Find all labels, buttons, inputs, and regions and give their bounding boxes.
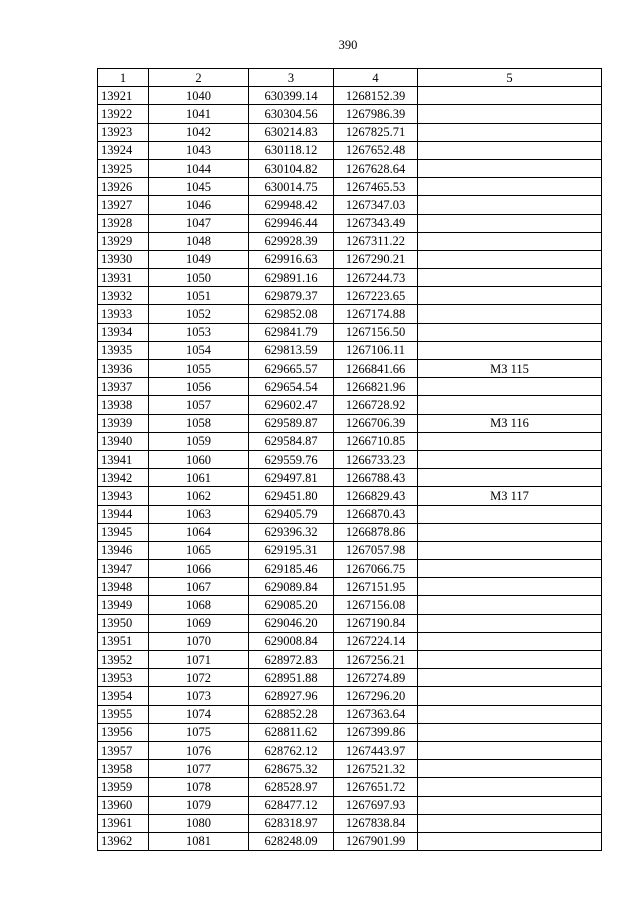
y-coordinate-cell: 1267057.98 <box>334 541 418 559</box>
y-coordinate-cell: 1266733.23 <box>334 450 418 468</box>
table-row <box>98 487 602 505</box>
y-coordinate-cell: 1267986.39 <box>334 105 418 123</box>
x-coordinate-cell: 630014.75 <box>249 178 334 196</box>
note-cell <box>418 232 602 250</box>
point-number-cell: 1050 <box>149 269 249 287</box>
table-row <box>98 323 602 341</box>
y-coordinate-cell: 1266710.85 <box>334 432 418 450</box>
x-coordinate-cell: 629813.59 <box>249 341 334 359</box>
note-cell: МЗ 116 <box>418 414 602 432</box>
y-coordinate-cell: 1267651.72 <box>334 778 418 796</box>
point-number-cell: 1080 <box>149 814 249 832</box>
row-id-cell: 13946 <box>98 541 149 559</box>
x-coordinate-cell: 629852.08 <box>249 305 334 323</box>
row-id-cell: 13947 <box>98 560 149 578</box>
row-id-cell: 13941 <box>98 450 149 468</box>
note-cell <box>418 523 602 541</box>
coordinates-table <box>97 68 602 851</box>
point-number-cell: 1069 <box>149 614 249 632</box>
y-coordinate-cell: 1267290.21 <box>334 250 418 268</box>
note-cell <box>418 305 602 323</box>
row-id-cell: 13959 <box>98 778 149 796</box>
note-cell <box>418 469 602 487</box>
y-coordinate-cell: 1267190.84 <box>334 614 418 632</box>
note-cell <box>418 541 602 559</box>
table-row <box>98 178 602 196</box>
x-coordinate-cell: 629185.46 <box>249 560 334 578</box>
point-number-cell: 1074 <box>149 705 249 723</box>
row-id-cell: 13936 <box>98 360 149 378</box>
table-row <box>98 560 602 578</box>
point-number-cell: 1072 <box>149 669 249 687</box>
note-cell <box>418 450 602 468</box>
table-row <box>98 469 602 487</box>
y-coordinate-cell: 1267106.11 <box>334 341 418 359</box>
y-coordinate-cell: 1267443.97 <box>334 741 418 759</box>
point-number-cell: 1046 <box>149 196 249 214</box>
y-coordinate-cell: 1267901.99 <box>334 832 418 850</box>
table-row <box>98 687 602 705</box>
x-coordinate-cell: 630118.12 <box>249 141 334 159</box>
point-number-cell: 1057 <box>149 396 249 414</box>
note-cell <box>418 669 602 687</box>
point-number-cell: 1073 <box>149 687 249 705</box>
x-coordinate-cell: 629946.44 <box>249 214 334 232</box>
point-number-cell: 1047 <box>149 214 249 232</box>
point-number-cell: 1049 <box>149 250 249 268</box>
point-number-cell: 1081 <box>149 832 249 850</box>
y-coordinate-cell: 1267174.88 <box>334 305 418 323</box>
y-coordinate-cell: 1267465.53 <box>334 178 418 196</box>
y-coordinate-cell: 1267066.75 <box>334 560 418 578</box>
note-cell <box>418 178 602 196</box>
note-cell <box>418 105 602 123</box>
note-cell <box>418 341 602 359</box>
table-row <box>98 778 602 796</box>
x-coordinate-cell: 629396.32 <box>249 523 334 541</box>
x-coordinate-cell: 629584.87 <box>249 432 334 450</box>
y-coordinate-cell: 1267156.08 <box>334 596 418 614</box>
row-id-cell: 13931 <box>98 269 149 287</box>
point-number-cell: 1054 <box>149 341 249 359</box>
note-cell <box>418 705 602 723</box>
x-coordinate-cell: 628811.62 <box>249 723 334 741</box>
x-coordinate-cell: 629841.79 <box>249 323 334 341</box>
point-number-cell: 1040 <box>149 87 249 105</box>
table-row <box>98 123 602 141</box>
x-coordinate-cell: 629665.57 <box>249 360 334 378</box>
table-row <box>98 87 602 105</box>
x-coordinate-cell: 629085.20 <box>249 596 334 614</box>
y-coordinate-cell: 1267652.48 <box>334 141 418 159</box>
table-row <box>98 396 602 414</box>
table-row <box>98 269 602 287</box>
row-id-cell: 13940 <box>98 432 149 450</box>
note-cell: МЗ 117 <box>418 487 602 505</box>
row-id-cell: 13926 <box>98 178 149 196</box>
x-coordinate-cell: 629451.80 <box>249 487 334 505</box>
note-cell <box>418 196 602 214</box>
x-coordinate-cell: 628951.88 <box>249 669 334 687</box>
x-coordinate-cell: 629602.47 <box>249 396 334 414</box>
x-coordinate-cell: 630104.82 <box>249 159 334 177</box>
note-cell <box>418 832 602 850</box>
note-cell <box>418 159 602 177</box>
table-row <box>98 214 602 232</box>
point-number-cell: 1062 <box>149 487 249 505</box>
note-cell <box>418 323 602 341</box>
row-id-cell: 13960 <box>98 796 149 814</box>
row-id-cell: 13943 <box>98 487 149 505</box>
table-row <box>98 814 602 832</box>
point-number-cell: 1058 <box>149 414 249 432</box>
y-coordinate-cell: 1267256.21 <box>334 651 418 669</box>
note-cell <box>418 596 602 614</box>
point-number-cell: 1079 <box>149 796 249 814</box>
y-coordinate-cell: 1266870.43 <box>334 505 418 523</box>
note-cell <box>418 269 602 287</box>
y-coordinate-cell: 1267274.89 <box>334 669 418 687</box>
row-id-cell: 13954 <box>98 687 149 705</box>
table-row <box>98 578 602 596</box>
y-coordinate-cell: 1267521.32 <box>334 760 418 778</box>
row-id-cell: 13938 <box>98 396 149 414</box>
x-coordinate-cell: 628318.97 <box>249 814 334 832</box>
point-number-cell: 1051 <box>149 287 249 305</box>
row-id-cell: 13942 <box>98 469 149 487</box>
note-cell <box>418 432 602 450</box>
row-id-cell: 13932 <box>98 287 149 305</box>
column-header-3: 3 <box>249 69 334 87</box>
column-header-4: 4 <box>334 69 418 87</box>
x-coordinate-cell: 629089.84 <box>249 578 334 596</box>
point-number-cell: 1041 <box>149 105 249 123</box>
table-row <box>98 414 602 432</box>
point-number-cell: 1048 <box>149 232 249 250</box>
x-coordinate-cell: 629879.37 <box>249 287 334 305</box>
x-coordinate-cell: 628528.97 <box>249 778 334 796</box>
table-row <box>98 105 602 123</box>
point-number-cell: 1071 <box>149 651 249 669</box>
x-coordinate-cell: 629589.87 <box>249 414 334 432</box>
column-header-5: 5 <box>418 69 602 87</box>
note-cell <box>418 632 602 650</box>
table-row <box>98 341 602 359</box>
row-id-cell: 13927 <box>98 196 149 214</box>
note-cell <box>418 378 602 396</box>
x-coordinate-cell: 628675.32 <box>249 760 334 778</box>
y-coordinate-cell: 1267296.20 <box>334 687 418 705</box>
note-cell <box>418 796 602 814</box>
point-number-cell: 1044 <box>149 159 249 177</box>
table-row <box>98 450 602 468</box>
x-coordinate-cell: 629948.42 <box>249 196 334 214</box>
point-number-cell: 1070 <box>149 632 249 650</box>
table-row <box>98 596 602 614</box>
page-number: 390 <box>338 38 358 52</box>
table-row <box>98 250 602 268</box>
table-row <box>98 287 602 305</box>
row-id-cell: 13935 <box>98 341 149 359</box>
note-cell <box>418 578 602 596</box>
y-coordinate-cell: 1266878.86 <box>334 523 418 541</box>
table-body <box>98 87 602 851</box>
row-id-cell: 13956 <box>98 723 149 741</box>
row-id-cell: 13922 <box>98 105 149 123</box>
x-coordinate-cell: 629916.63 <box>249 250 334 268</box>
y-coordinate-cell: 1267628.64 <box>334 159 418 177</box>
x-coordinate-cell: 629046.20 <box>249 614 334 632</box>
table-row <box>98 796 602 814</box>
x-coordinate-cell: 629891.16 <box>249 269 334 287</box>
x-coordinate-cell: 630399.14 <box>249 87 334 105</box>
point-number-cell: 1063 <box>149 505 249 523</box>
point-number-cell: 1042 <box>149 123 249 141</box>
column-header-2: 2 <box>149 69 249 87</box>
row-id-cell: 13961 <box>98 814 149 832</box>
note-cell <box>418 778 602 796</box>
note-cell <box>418 87 602 105</box>
note-cell <box>418 687 602 705</box>
note-cell <box>418 141 602 159</box>
point-number-cell: 1066 <box>149 560 249 578</box>
y-coordinate-cell: 1267838.84 <box>334 814 418 832</box>
point-number-cell: 1078 <box>149 778 249 796</box>
note-cell <box>418 214 602 232</box>
y-coordinate-cell: 1267224.14 <box>334 632 418 650</box>
row-id-cell: 13948 <box>98 578 149 596</box>
note-cell <box>418 741 602 759</box>
y-coordinate-cell: 1266788.43 <box>334 469 418 487</box>
point-number-cell: 1067 <box>149 578 249 596</box>
y-coordinate-cell: 1267697.93 <box>334 796 418 814</box>
x-coordinate-cell: 629654.54 <box>249 378 334 396</box>
note-cell <box>418 123 602 141</box>
table-row <box>98 232 602 250</box>
row-id-cell: 13949 <box>98 596 149 614</box>
point-number-cell: 1075 <box>149 723 249 741</box>
point-number-cell: 1056 <box>149 378 249 396</box>
x-coordinate-cell: 628248.09 <box>249 832 334 850</box>
row-id-cell: 13952 <box>98 651 149 669</box>
point-number-cell: 1045 <box>149 178 249 196</box>
x-coordinate-cell: 629497.81 <box>249 469 334 487</box>
note-cell <box>418 287 602 305</box>
table-row <box>98 705 602 723</box>
row-id-cell: 13951 <box>98 632 149 650</box>
point-number-cell: 1055 <box>149 360 249 378</box>
row-id-cell: 13928 <box>98 214 149 232</box>
x-coordinate-cell: 628852.28 <box>249 705 334 723</box>
x-coordinate-cell: 628972.83 <box>249 651 334 669</box>
x-coordinate-cell: 630214.83 <box>249 123 334 141</box>
row-id-cell: 13929 <box>98 232 149 250</box>
row-id-cell: 13937 <box>98 378 149 396</box>
x-coordinate-cell: 629405.79 <box>249 505 334 523</box>
point-number-cell: 1052 <box>149 305 249 323</box>
y-coordinate-cell: 1267347.03 <box>334 196 418 214</box>
y-coordinate-cell: 1266841.66 <box>334 360 418 378</box>
y-coordinate-cell: 1267363.64 <box>334 705 418 723</box>
table-row <box>98 523 602 541</box>
row-id-cell: 13930 <box>98 250 149 268</box>
point-number-cell: 1053 <box>149 323 249 341</box>
point-number-cell: 1060 <box>149 450 249 468</box>
note-cell <box>418 560 602 578</box>
note-cell <box>418 614 602 632</box>
row-id-cell: 13923 <box>98 123 149 141</box>
table-row <box>98 632 602 650</box>
table-row <box>98 432 602 450</box>
table-row <box>98 669 602 687</box>
point-number-cell: 1064 <box>149 523 249 541</box>
table-row <box>98 760 602 778</box>
point-number-cell: 1061 <box>149 469 249 487</box>
y-coordinate-cell: 1266821.96 <box>334 378 418 396</box>
x-coordinate-cell: 629195.31 <box>249 541 334 559</box>
row-id-cell: 13921 <box>98 87 149 105</box>
table-row <box>98 541 602 559</box>
table-row <box>98 305 602 323</box>
y-coordinate-cell: 1267825.71 <box>334 123 418 141</box>
row-id-cell: 13955 <box>98 705 149 723</box>
x-coordinate-cell: 629928.39 <box>249 232 334 250</box>
table-row <box>98 723 602 741</box>
row-id-cell: 13958 <box>98 760 149 778</box>
table-row <box>98 614 602 632</box>
y-coordinate-cell: 1266829.43 <box>334 487 418 505</box>
y-coordinate-cell: 1268152.39 <box>334 87 418 105</box>
row-id-cell: 13933 <box>98 305 149 323</box>
x-coordinate-cell: 628762.12 <box>249 741 334 759</box>
table-row <box>98 196 602 214</box>
point-number-cell: 1068 <box>149 596 249 614</box>
table-row <box>98 378 602 396</box>
x-coordinate-cell: 628927.96 <box>249 687 334 705</box>
table-row <box>98 159 602 177</box>
point-number-cell: 1077 <box>149 760 249 778</box>
row-id-cell: 13934 <box>98 323 149 341</box>
row-id-cell: 13953 <box>98 669 149 687</box>
x-coordinate-cell: 630304.56 <box>249 105 334 123</box>
table-row <box>98 505 602 523</box>
x-coordinate-cell: 629559.76 <box>249 450 334 468</box>
row-id-cell: 13962 <box>98 832 149 850</box>
row-id-cell: 13957 <box>98 741 149 759</box>
note-cell <box>418 396 602 414</box>
row-id-cell: 13924 <box>98 141 149 159</box>
row-id-cell: 13939 <box>98 414 149 432</box>
table-row <box>98 741 602 759</box>
point-number-cell: 1065 <box>149 541 249 559</box>
point-number-cell: 1043 <box>149 141 249 159</box>
note-cell <box>418 723 602 741</box>
y-coordinate-cell: 1267151.95 <box>334 578 418 596</box>
y-coordinate-cell: 1266706.39 <box>334 414 418 432</box>
y-coordinate-cell: 1267244.73 <box>334 269 418 287</box>
note-cell <box>418 250 602 268</box>
table-row <box>98 141 602 159</box>
note-cell <box>418 651 602 669</box>
y-coordinate-cell: 1267223.65 <box>334 287 418 305</box>
table-row <box>98 832 602 850</box>
y-coordinate-cell: 1266728.92 <box>334 396 418 414</box>
y-coordinate-cell: 1267343.49 <box>334 214 418 232</box>
row-id-cell: 13950 <box>98 614 149 632</box>
row-id-cell: 13944 <box>98 505 149 523</box>
point-number-cell: 1059 <box>149 432 249 450</box>
row-id-cell: 13925 <box>98 159 149 177</box>
row-id-cell: 13945 <box>98 523 149 541</box>
table-header-row <box>98 69 602 87</box>
x-coordinate-cell: 629008.84 <box>249 632 334 650</box>
y-coordinate-cell: 1267156.50 <box>334 323 418 341</box>
table-row <box>98 651 602 669</box>
table-row <box>98 360 602 378</box>
x-coordinate-cell: 628477.12 <box>249 796 334 814</box>
y-coordinate-cell: 1267311.22 <box>334 232 418 250</box>
column-header-1: 1 <box>98 69 149 87</box>
note-cell <box>418 814 602 832</box>
note-cell <box>418 760 602 778</box>
note-cell <box>418 505 602 523</box>
note-cell: МЗ 115 <box>418 360 602 378</box>
y-coordinate-cell: 1267399.86 <box>334 723 418 741</box>
point-number-cell: 1076 <box>149 741 249 759</box>
